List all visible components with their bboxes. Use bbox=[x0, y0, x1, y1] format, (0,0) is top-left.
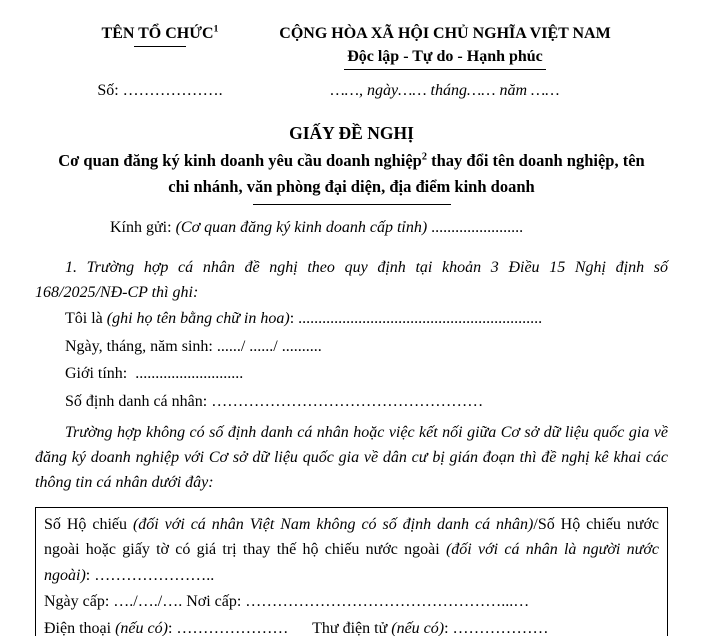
addressee-line: Kính gửi: (Cơ quan đăng ký kinh doanh cấp tỉnh) ....................... bbox=[110, 219, 524, 236]
org-header-column bbox=[35, 24, 285, 47]
field-passport-number: Số Hộ chiếu (đối với cá nhân Việt Nam không có số định danh cá nhân)/Số Hộ chiếu nước ngoài hoặc giấy tờ có giá trị thay thế hộ chiếu nước ngoài (đối với cá nhân là người nước ngoài): ………………….. bbox=[44, 516, 664, 584]
document-number-line: Số: ………………. bbox=[97, 82, 223, 99]
field-issue-date-place: Ngày cấp: …./…./…. Nơi cấp: …………………………………………...… bbox=[44, 593, 530, 611]
document-subtitle: Cơ quan đăng ký kinh doanh yêu cầu doanh nghiệp$^2$ thay đổi tên doanh nghiệp, tên chi nhánh, văn phòng đại diện, địa điểm kinh doanh bbox=[58, 151, 649, 196]
title-divider bbox=[253, 204, 451, 205]
national-title: CỘNG HÒA XÃ HỘI CHỦ NGHĨA VIỆT NAM bbox=[279, 25, 611, 42]
header-second-row bbox=[35, 81, 668, 101]
section1-note: Trường hợp không có số định danh cá nhân hoặc việc kết nối giữa Cơ sở dữ liệu quốc gia về đăng ký doanh nghiệp với Cơ sở dữ liệu quốc gia về dân cư bị gián đoạn thì đề nghị kê khai các thông tin cá nhân dưới đây: bbox=[35, 424, 668, 491]
national-motto: Độc lập - Tự do - Hạnh phúc bbox=[344, 47, 546, 70]
organization-name: TÊN TỔ CHỨC$^1$ bbox=[101, 23, 219, 42]
section1-intro: 1. Trường hợp cá nhân đề nghị theo quy định tại khoản 3 Điều 15 Nghị định số 168/2025/NĐ-CP thì ghi: bbox=[35, 259, 668, 301]
personal-info-box bbox=[35, 507, 668, 636]
field-personal-id-number: Số định danh cá nhân: …………………………………………… bbox=[65, 392, 484, 410]
national-header-column bbox=[265, 24, 625, 70]
date-place-line: ……, ngày…… tháng…… năm …… bbox=[330, 82, 560, 99]
document-header bbox=[35, 24, 668, 70]
field-phone-email: Điện thoại (nếu có): ………………… Thư điện tử (nếu có): ……………… bbox=[44, 619, 549, 636]
title-block bbox=[35, 122, 668, 205]
document-title: GIẤY ĐỀ NGHỊ bbox=[289, 123, 414, 143]
field-full-name: Tôi là (ghi họ tên bằng chữ in hoa): ............................................................. bbox=[65, 310, 543, 327]
field-birth-date: Ngày, tháng, năm sinh: ....../ ....../ .......... bbox=[65, 337, 322, 355]
field-gender: Giới tính: ........................... bbox=[65, 365, 244, 382]
org-name-underline bbox=[134, 46, 186, 47]
